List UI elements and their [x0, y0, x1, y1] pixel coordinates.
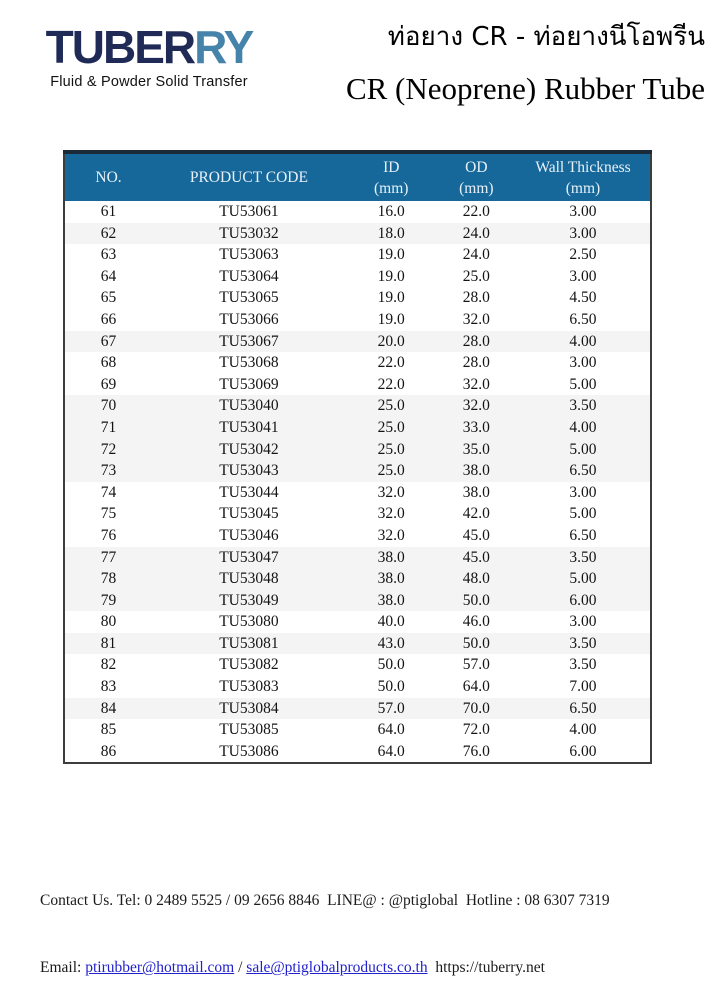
cell-id: 43.0 [346, 633, 437, 655]
table-row [64, 266, 651, 288]
cell-product-code: TU53041 [152, 417, 346, 439]
cell-od: 38.0 [437, 482, 516, 504]
cell-id: 25.0 [346, 417, 437, 439]
cell-no: 86 [64, 741, 152, 764]
cell-no: 71 [64, 417, 152, 439]
table-row [64, 374, 651, 396]
column-header-2: ID (mm) [346, 152, 437, 201]
cell-wall-thickness: 5.00 [516, 503, 651, 525]
contact-line-2 [40, 957, 690, 979]
table-row [64, 719, 651, 741]
table-row [64, 503, 651, 525]
table-row [64, 568, 651, 590]
cell-product-code: TU53047 [152, 547, 346, 569]
table-row [64, 309, 651, 331]
cell-no: 77 [64, 547, 152, 569]
cell-product-code: TU53068 [152, 352, 346, 374]
cell-no: 67 [64, 331, 152, 353]
table-row [64, 352, 651, 374]
cell-product-code: TU53081 [152, 633, 346, 655]
cell-product-code: TU53046 [152, 525, 346, 547]
cell-id: 20.0 [346, 331, 437, 353]
cell-id: 19.0 [346, 244, 437, 266]
cell-wall-thickness: 2.50 [516, 244, 651, 266]
cell-id: 19.0 [346, 309, 437, 331]
cell-product-code: TU53066 [152, 309, 346, 331]
cell-id: 57.0 [346, 698, 437, 720]
cell-no: 84 [64, 698, 152, 720]
email-link-secondary[interactable]: sale@ptiglobalproducts.co.th [246, 959, 428, 977]
cell-wall-thickness: 3.50 [516, 395, 651, 417]
cell-no: 73 [64, 460, 152, 482]
cell-no: 63 [64, 244, 152, 266]
cell-od: 32.0 [437, 395, 516, 417]
table-header [64, 152, 651, 201]
cell-wall-thickness: 7.00 [516, 676, 651, 698]
cell-od: 24.0 [437, 244, 516, 266]
cell-id: 38.0 [346, 590, 437, 612]
cell-no: 85 [64, 719, 152, 741]
cell-product-code: TU53045 [152, 503, 346, 525]
cell-od: 25.0 [437, 266, 516, 288]
table-row [64, 590, 651, 612]
table-header-row [64, 152, 651, 201]
cell-wall-thickness: 6.00 [516, 590, 651, 612]
cell-product-code: TU53044 [152, 482, 346, 504]
cell-od: 57.0 [437, 654, 516, 676]
cell-wall-thickness: 4.00 [516, 417, 651, 439]
cell-product-code: TU53083 [152, 676, 346, 698]
cell-no: 81 [64, 633, 152, 655]
cell-no: 70 [64, 395, 152, 417]
contact-line-1 [40, 890, 690, 912]
table-row [64, 395, 651, 417]
cell-wall-thickness: 3.50 [516, 547, 651, 569]
cell-no: 61 [64, 201, 152, 223]
email-link-primary[interactable]: ptirubber@hotmail.com [85, 959, 235, 977]
table-row [64, 654, 651, 676]
cell-id: 22.0 [346, 374, 437, 396]
cell-product-code: TU53065 [152, 287, 346, 309]
cell-od: 50.0 [437, 590, 516, 612]
table-row [64, 244, 651, 266]
cell-id: 22.0 [346, 352, 437, 374]
cell-product-code: TU53067 [152, 331, 346, 353]
page-title-thai: ท่อยาง CR - ท่อยางนีโอพรีน [387, 22, 705, 52]
table-row [64, 223, 651, 245]
table-row [64, 698, 651, 720]
cell-no: 82 [64, 654, 152, 676]
cell-od: 32.0 [437, 309, 516, 331]
cell-id: 64.0 [346, 741, 437, 764]
cell-product-code: TU53042 [152, 439, 346, 461]
column-header-4: Wall Thickness (mm) [516, 152, 651, 201]
cell-product-code: TU53082 [152, 654, 346, 676]
cell-id: 19.0 [346, 266, 437, 288]
table-row [64, 676, 651, 698]
cell-product-code: TU53063 [152, 244, 346, 266]
table-row [64, 439, 651, 461]
cell-wall-thickness: 6.50 [516, 309, 651, 331]
cell-product-code: TU53084 [152, 698, 346, 720]
cell-id: 19.0 [346, 287, 437, 309]
email-label: Email: [40, 959, 86, 977]
table-row [64, 633, 651, 655]
cell-wall-thickness: 3.00 [516, 223, 651, 245]
cell-od: 72.0 [437, 719, 516, 741]
cell-od: 22.0 [437, 201, 516, 223]
cell-product-code: TU53048 [152, 568, 346, 590]
cell-id: 16.0 [346, 201, 437, 223]
table-row [64, 525, 651, 547]
cell-od: 64.0 [437, 676, 516, 698]
cell-od: 28.0 [437, 331, 516, 353]
cell-no: 72 [64, 439, 152, 461]
cell-no: 68 [64, 352, 152, 374]
cell-wall-thickness: 3.50 [516, 654, 651, 676]
cell-wall-thickness: 6.00 [516, 741, 651, 764]
cell-od: 32.0 [437, 374, 516, 396]
cell-id: 25.0 [346, 395, 437, 417]
cell-id: 38.0 [346, 568, 437, 590]
cell-od: 42.0 [437, 503, 516, 525]
table-row [64, 331, 651, 353]
column-header-1: PRODUCT CODE [152, 152, 346, 201]
cell-no: 78 [64, 568, 152, 590]
cell-wall-thickness: 3.00 [516, 352, 651, 374]
cell-wall-thickness: 3.00 [516, 266, 651, 288]
cell-od: 76.0 [437, 741, 516, 764]
cell-id: 32.0 [346, 503, 437, 525]
contact-footer [40, 845, 690, 1002]
cell-od: 24.0 [437, 223, 516, 245]
column-header-0: NO. [64, 152, 152, 201]
cell-od: 50.0 [437, 633, 516, 655]
cell-id: 32.0 [346, 525, 437, 547]
cell-id: 50.0 [346, 654, 437, 676]
cell-wall-thickness: 3.50 [516, 633, 651, 655]
cell-wall-thickness: 4.00 [516, 719, 651, 741]
cell-product-code: TU53085 [152, 719, 346, 741]
email-separator: / [234, 959, 247, 977]
cell-no: 75 [64, 503, 152, 525]
cell-no: 62 [64, 223, 152, 245]
cell-no: 76 [64, 525, 152, 547]
page-title-english: CR (Neoprene) Rubber Tube [345, 71, 705, 106]
table-body [64, 201, 651, 763]
cell-product-code: TU53086 [152, 741, 346, 764]
table-row [64, 611, 651, 633]
cell-wall-thickness: 6.50 [516, 525, 651, 547]
cell-od: 48.0 [437, 568, 516, 590]
cell-wall-thickness: 3.00 [516, 482, 651, 504]
brand-logo [34, 21, 264, 90]
cell-product-code: TU53043 [152, 460, 346, 482]
cell-id: 50.0 [346, 676, 437, 698]
logo-wordmark-primary: TUBER [45, 21, 195, 73]
cell-wall-thickness: 5.00 [516, 439, 651, 461]
cell-no: 74 [64, 482, 152, 504]
cell-od: 45.0 [437, 525, 516, 547]
page-titles [346, 16, 705, 107]
table-row [64, 741, 651, 764]
cell-product-code: TU53064 [152, 266, 346, 288]
table-row [64, 287, 651, 309]
cell-od: 70.0 [437, 698, 516, 720]
table-row [64, 547, 651, 569]
cell-no: 83 [64, 676, 152, 698]
website-text: https://tuberry.net [427, 959, 545, 977]
brand-tagline: Fluid & Powder Solid Transfer [50, 74, 248, 90]
cell-product-code: TU53032 [152, 223, 346, 245]
cell-id: 18.0 [346, 223, 437, 245]
product-spec-table [63, 150, 652, 764]
cell-wall-thickness: 6.50 [516, 460, 651, 482]
cell-od: 33.0 [437, 417, 516, 439]
cell-wall-thickness: 3.00 [516, 611, 651, 633]
cell-no: 64 [64, 266, 152, 288]
cell-id: 38.0 [346, 547, 437, 569]
cell-wall-thickness: 5.00 [516, 568, 651, 590]
cell-od: 46.0 [437, 611, 516, 633]
cell-id: 25.0 [346, 460, 437, 482]
cell-id: 32.0 [346, 482, 437, 504]
table-row [64, 201, 651, 223]
cell-od: 38.0 [437, 460, 516, 482]
cell-product-code: TU53049 [152, 590, 346, 612]
cell-od: 45.0 [437, 547, 516, 569]
table-row [64, 482, 651, 504]
table-row [64, 417, 651, 439]
logo-wordmark [34, 21, 264, 73]
cell-product-code: TU53080 [152, 611, 346, 633]
contact-info-text: Contact Us. Tel: 0 2489 5525 / 09 2656 8846 LINE@ : @ptiglobal Hotline : 08 6307 7319 [40, 891, 610, 909]
cell-wall-thickness: 6.50 [516, 698, 651, 720]
table-row [64, 460, 651, 482]
cell-wall-thickness: 5.00 [516, 374, 651, 396]
cell-no: 79 [64, 590, 152, 612]
cell-od: 35.0 [437, 439, 516, 461]
cell-wall-thickness: 3.00 [516, 201, 651, 223]
cell-no: 66 [64, 309, 152, 331]
cell-product-code: TU53069 [152, 374, 346, 396]
logo-wordmark-accent: RY [194, 21, 253, 73]
cell-od: 28.0 [437, 352, 516, 374]
product-table-container [63, 150, 652, 764]
cell-product-code: TU53061 [152, 201, 346, 223]
cell-id: 25.0 [346, 439, 437, 461]
cell-no: 80 [64, 611, 152, 633]
column-header-3: OD (mm) [437, 152, 516, 201]
cell-wall-thickness: 4.00 [516, 331, 651, 353]
cell-wall-thickness: 4.50 [516, 287, 651, 309]
cell-no: 65 [64, 287, 152, 309]
cell-product-code: TU53040 [152, 395, 346, 417]
cell-no: 69 [64, 374, 152, 396]
cell-id: 40.0 [346, 611, 437, 633]
cell-id: 64.0 [346, 719, 437, 741]
cell-od: 28.0 [437, 287, 516, 309]
